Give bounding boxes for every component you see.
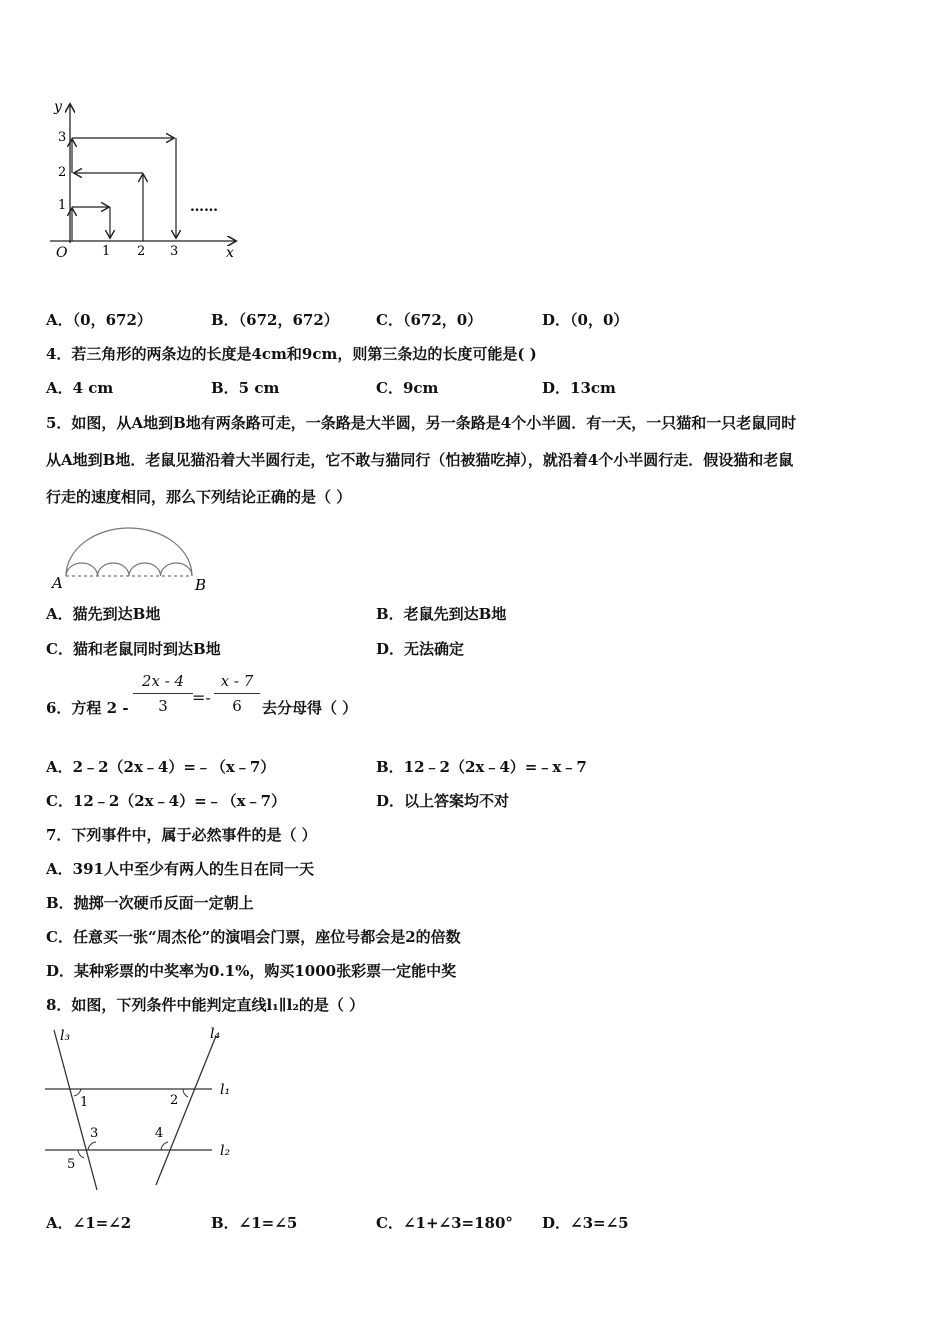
label-l2: l₂ — [220, 1143, 231, 1159]
point-b-label: B — [195, 576, 207, 593]
q4-option-b[interactable]: B．5 cm — [211, 379, 280, 397]
q4-option-a[interactable]: A．4 cm — [46, 379, 114, 397]
q5-option-b[interactable]: B．老鼠先到达B地 — [376, 605, 507, 623]
q6-option-d[interactable]: D．以上答案均不对 — [376, 792, 510, 810]
y-tick-3: 3 — [58, 130, 67, 145]
y-axis-label: y — [54, 99, 62, 115]
q3-option-d[interactable]: D．（0，0） — [542, 311, 629, 329]
q5-stem-line-2: 从A地到B地．老鼠见猫沿着大半圆行走，它不敢与猫同行（怕被猫吃掉），就沿着4个小半圆行走．假设猫和老鼠 — [46, 451, 794, 469]
q5-stem-line-1: 5．如图，从A地到B地有两条路可走，一条路是大半圆，另一条路是4个小半圆．有一天，一只猫和一只老鼠同时 — [46, 414, 797, 432]
q6-frac1-numerator: 2x - 4 — [141, 672, 185, 690]
q7-option-b[interactable]: B．抛掷一次硬币反面一定朝上 — [46, 894, 254, 912]
q8-option-c[interactable]: C．∠1+∠3=180° — [376, 1214, 513, 1232]
q7-option-c[interactable]: C．任意买一张“周杰伦”的演唱会门票，座位号都会是2的倍数 — [46, 928, 461, 946]
q6-fraction-1 — [133, 672, 193, 715]
line-l3 — [54, 1030, 97, 1190]
q7-stem: 7．下列事件中，属于必然事件的是（ ） — [46, 826, 317, 844]
q6-suffix: 去分母得（ ） — [262, 699, 358, 717]
angle-3: 3 — [90, 1126, 99, 1141]
x-tick-2: 2 — [137, 244, 146, 259]
q4-stem: 4．若三角形的两条边的长度是4cm和9cm，则第三条边的长度可能是( ) — [46, 345, 537, 363]
angle-4: 4 — [155, 1126, 164, 1141]
angle-5: 5 — [67, 1157, 76, 1172]
q3-option-c[interactable]: C．（672，0） — [376, 311, 483, 329]
x-tick-3: 3 — [170, 244, 179, 259]
q5-option-c[interactable]: C．猫和老鼠同时到达B地 — [46, 640, 221, 658]
q6-frac2-denominator: 6 — [232, 697, 242, 715]
q8-option-a[interactable]: A．∠1=∠2 — [46, 1214, 132, 1232]
y-tick-1: 1 — [58, 198, 67, 213]
angle-1: 1 — [80, 1095, 89, 1110]
line-l4 — [156, 1036, 216, 1185]
q6-frac2-numerator: x - 7 — [220, 672, 254, 690]
q6-frac1-denominator: 3 — [158, 697, 168, 715]
label-l4: l₄ — [210, 1026, 221, 1042]
q3-option-a[interactable]: A．（0，672） — [46, 311, 152, 329]
q5-option-a[interactable]: A．猫先到达B地 — [46, 605, 161, 623]
q3-graph-figure — [40, 95, 250, 275]
q6-option-c[interactable]: C．12﹣2（2x﹣4）=﹣（x﹣7） — [46, 792, 287, 810]
q7-option-d[interactable]: D．某种彩票的中奖率为0.1%，购买1000张彩票一定能中奖 — [46, 962, 457, 980]
q5-stem-line-3: 行走的速度相同，那么下列结论正确的是（ ） — [46, 488, 352, 506]
point-a-label: A — [52, 574, 63, 592]
q6-fraction-2 — [214, 672, 260, 715]
q3-option-b[interactable]: B．（672，672） — [211, 311, 339, 329]
q6-equals: =- — [192, 688, 211, 707]
x-tick-1: 1 — [102, 244, 111, 259]
x-axis-label: x — [226, 245, 234, 261]
angle-2: 2 — [170, 1093, 179, 1108]
q8-option-b[interactable]: B．∠1=∠5 — [211, 1214, 298, 1232]
q5-semicircle-figure — [46, 518, 216, 593]
q4-option-d[interactable]: D．13cm — [542, 379, 616, 397]
q8-option-d[interactable]: D．∠3=∠5 — [542, 1214, 629, 1232]
origin-label: O — [56, 245, 68, 261]
label-l3: l₃ — [60, 1028, 71, 1044]
q6-option-a[interactable]: A．2﹣2（2x﹣4）=﹣（x﹣7） — [46, 758, 276, 776]
q5-option-d[interactable]: D．无法确定 — [376, 640, 465, 658]
q7-option-a[interactable]: A．391人中至少有两人的生日在同一天 — [46, 860, 314, 878]
continuation-dots: …… — [190, 199, 218, 215]
label-l1: l₁ — [220, 1082, 231, 1098]
q6-prefix: 6．方程 2 - — [46, 699, 129, 717]
y-tick-2: 2 — [58, 165, 67, 180]
q4-option-c[interactable]: C．9cm — [376, 379, 439, 397]
q8-stem: 8．如图，下列条件中能判定直线l₁∥l₂的是（ ） — [46, 996, 365, 1014]
q8-lines-figure — [40, 1022, 240, 1197]
q6-option-b[interactable]: B．12﹣2（2x﹣4）=﹣x﹣7 — [376, 758, 587, 776]
